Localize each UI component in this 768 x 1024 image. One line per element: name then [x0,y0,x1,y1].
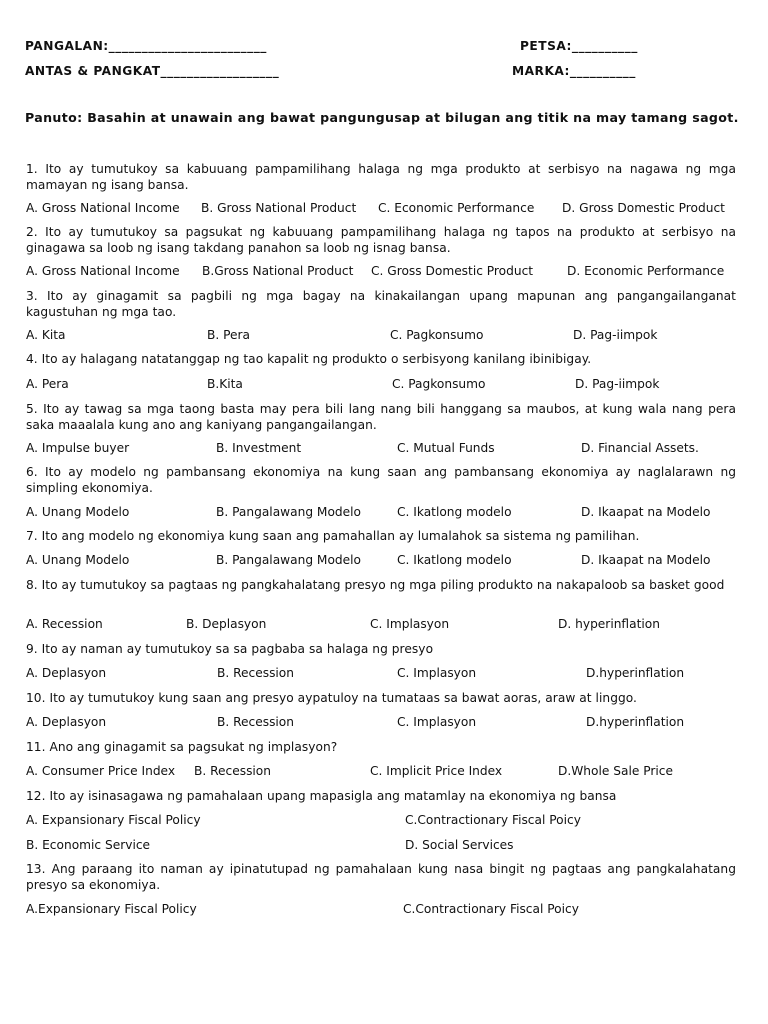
option-3b[interactable]: B. Pera [207,328,251,342]
date-field[interactable]: PETSA:__________ [520,39,638,53]
option-2a[interactable]: A. Gross National Income [26,264,180,278]
option-5b[interactable]: B. Investment [216,441,302,455]
option-5c[interactable]: C. Mutual Funds [397,441,495,455]
option-12b[interactable]: B. Economic Service [26,838,151,852]
option-4d[interactable]: D. Pag-iimpok [575,377,660,391]
option-6b[interactable]: B. Pangalawang Modelo [216,505,361,519]
option-11c[interactable]: C. Implicit Price Index [370,764,503,778]
options-row-9 [26,666,740,682]
option-9a[interactable]: A. Deplasyon [26,666,107,680]
option-13a[interactable]: A.Expansionary Fiscal Policy [26,902,197,916]
option-10a[interactable]: A. Deplasyon [26,715,107,729]
option-4a[interactable]: A. Pera [26,377,69,391]
option-9d[interactable]: D.hyperinflation [586,666,685,680]
option-4c[interactable]: C. Pagkonsumo [392,377,486,391]
option-11d[interactable]: D.Whole Sale Price [558,764,673,778]
option-5d[interactable]: D. Financial Assets. [581,441,699,455]
question-9: 9. Ito ay naman ay tumutukoy sa sa pagbaba sa halaga ng presyo [26,642,434,656]
option-11a[interactable]: A. Consumer Price Index [26,764,176,778]
option-6d[interactable]: D. Ikaapat na Modelo [581,505,711,519]
option-2b[interactable]: B.Gross National Product [202,264,354,278]
options-row-2 [26,264,740,280]
option-12a[interactable]: A. Expansionary Fiscal Policy [26,813,201,827]
question-5: 5. Ito ay tawag sa mga taong basta may pera bili lang nang bili hanggang sa maubos, at kung wala nang pera saka maaalala kung ano ang kaniyang pangangailangan. [26,402,736,432]
option-1c[interactable]: C. Economic Performance [378,201,535,215]
question-3: 3. Ito ay ginagamit sa pagbili ng mga bagay na kinakailangan upang mapunan ang pangangailanganat kagustuhan ng mga tao. [26,289,736,319]
option-11b[interactable]: B. Recession [194,764,271,778]
question-6: 6. Ito ay modelo ng pambansang ekonomiya na kung saan ang pambansang ekonomiya ay naglalarawn ng simpling ekonomiya. [26,465,736,495]
option-12c[interactable]: C.Contractionary Fiscal Poicy [405,813,581,827]
option-2c[interactable]: C. Gross Domestic Product [371,264,534,278]
option-7d[interactable]: D. Ikaapat na Modelo [581,553,711,567]
options-row-12b [26,838,740,854]
option-9c[interactable]: C. Implasyon [397,666,477,680]
option-5a[interactable]: A. Impulse buyer [26,441,130,455]
option-2d[interactable]: D. Economic Performance [567,264,725,278]
options-row-11 [26,764,740,780]
option-8b[interactable]: B. Deplasyon [186,617,267,631]
options-row-3 [26,328,740,344]
question-11: 11. Ano ang ginagamit sa pagsukat ng implasyon? [26,740,338,754]
options-row-4 [26,377,740,393]
option-3a[interactable]: A. Kita [26,328,66,342]
instructions: Panuto: Basahin at unawain ang bawat pangungusap at bilugan ang titik na may tamang sagot. [25,110,739,125]
options-row-1 [26,201,740,217]
option-7b[interactable]: B. Pangalawang Modelo [216,553,361,567]
option-4b[interactable]: B.Kita [207,377,243,391]
option-3c[interactable]: C. Pagkonsumo [390,328,484,342]
options-row-13 [26,902,740,918]
option-1d[interactable]: D. Gross Domestic Product [562,201,725,215]
option-8d[interactable]: D. hyperinflation [558,617,660,631]
option-6a[interactable]: A. Unang Modelo [26,505,130,519]
options-row-7 [26,553,740,569]
options-row-6 [26,505,740,521]
question-10: 10. Ito ay tumutukoy kung saan ang presyo aypatuloy na tumataas sa bawat aoras, araw at linggo. [26,691,637,705]
option-6c[interactable]: C. Ikatlong modelo [397,505,512,519]
options-row-5 [26,441,740,457]
option-8a[interactable]: A. Recession [26,617,103,631]
options-row-10 [26,715,740,731]
question-4: 4. Ito ay halagang natatanggap ng tao kapalit ng produkto o serbisyong kanilang ibinibigay. [26,352,592,366]
option-1a[interactable]: A. Gross National Income [26,201,180,215]
question-1: 1. Ito ay tumutukoy sa kabuuang pampamilihang halaga ng mga produkto at serbisyo na nagawa ng mga mamayan ng isang bansa. [26,162,736,192]
option-7a[interactable]: A. Unang Modelo [26,553,130,567]
option-8c[interactable]: C. Implasyon [370,617,450,631]
option-10b[interactable]: B. Recession [217,715,294,729]
question-8: 8. Ito ay tumutukoy sa pagtaas ng pangkahalatang presyo ng mga piling produkto na nakapaloob sa basket good [26,578,725,592]
option-9b[interactable]: B. Recession [217,666,294,680]
options-row-12a [26,813,740,829]
option-10c[interactable]: C. Implasyon [397,715,477,729]
question-13: 13. Ang paraang ito naman ay ipinatutupad ng pamahalaan kung nasa bingit ng pagtaas ang pangkalahatang presyo sa ekonomiya. [26,862,736,892]
option-10d[interactable]: D.hyperinflation [586,715,685,729]
option-13c[interactable]: C.Contractionary Fiscal Poicy [403,902,579,916]
grade-section-field[interactable]: ANTAS & PANGKAT__________________ [25,64,280,78]
option-1b[interactable]: B. Gross National Product [201,201,357,215]
question-2: 2. Ito ay tumutukoy sa pagsukat ng kabuuang pampamilihang halaga ng tapos na produkto at serbisyo na ginagawa sa loob ng isang takdang panahon sa loob ng isnag bansa. [26,225,736,255]
option-12d[interactable]: D. Social Services [405,838,514,852]
option-3d[interactable]: D. Pag-iimpok [573,328,658,342]
options-row-8 [26,617,740,633]
option-7c[interactable]: C. Ikatlong modelo [397,553,512,567]
question-12: 12. Ito ay isinasagawa ng pamahalaan upang mapasigla ang matamlay na ekonomiya ng bansa [26,789,617,803]
question-7: 7. Ito ang modelo ng ekonomiya kung saan ang pamahallan ay lumalahok sa sistema ng pamilihan. [26,529,640,543]
score-field[interactable]: MARKA:__________ [512,64,636,78]
name-field[interactable]: PANGALAN:________________________ [25,39,267,53]
